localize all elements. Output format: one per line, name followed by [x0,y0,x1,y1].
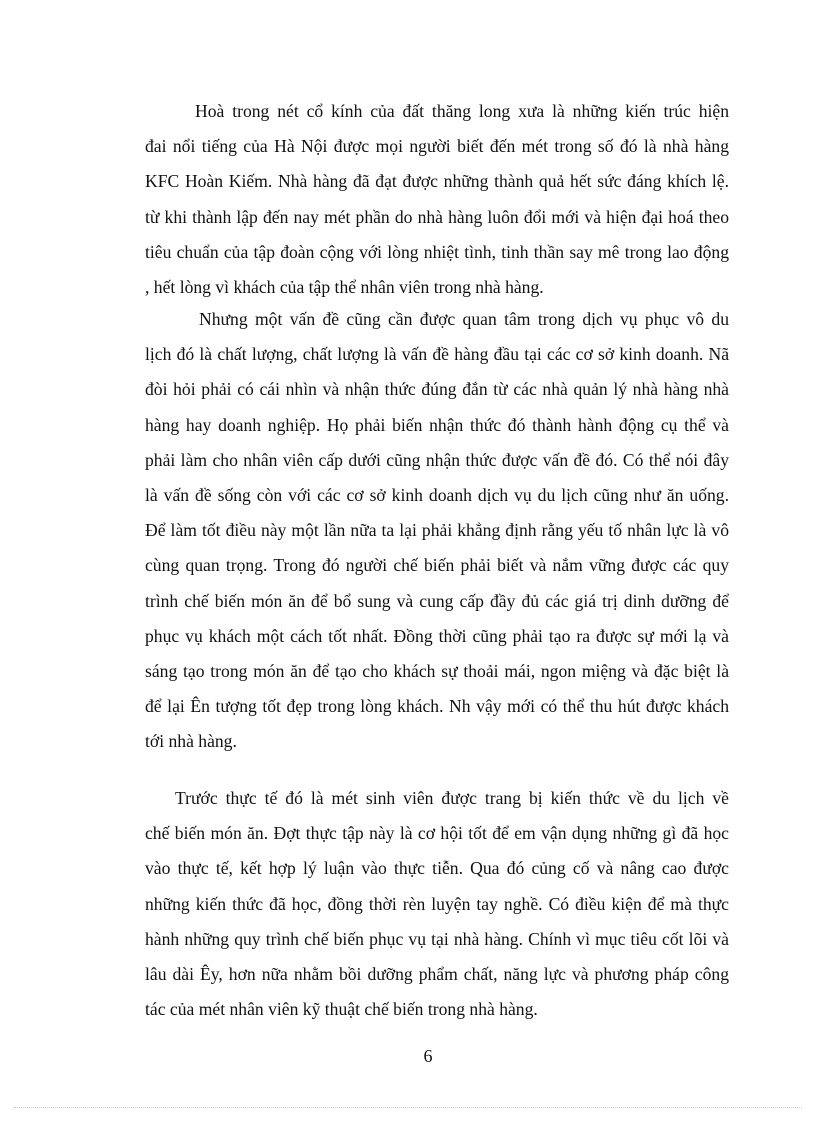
paragraph-line: đòi hỏi phải có cái nhìn và nhận thức đúng đắn từ các nhà quản lý nhà hàng nhà [145,379,729,400]
paragraph-line: phải làm cho nhân viên cấp dưới cũng nhận thức được vấn đề đó. Có thể nói đây [145,449,729,470]
paragraph-line: hàng hay doanh nghiệp. Họ phải biến nhận thức đó thành hành động cụ thể và [145,414,729,435]
page-number: 6 [423,1046,433,1066]
paragraph-line: tới nhà hàng. [145,731,237,752]
paragraph-line: là vấn đề sống còn với các cơ sở kinh doanh dịch vụ du lịch cũng như ăn uống. [145,484,729,505]
paragraph-line: , hết lòng vì khách của tập thể nhân viên trong nhà hàng. [145,276,544,297]
paragraph-line: vào thực tế, kết hợp lý luận vào thực tiễn. Qua đó củng cố và nâng cao được [145,858,729,879]
paragraph-line: KFC Hoàn Kiếm. Nhà hàng đã đạt được những thành quả hết sức đáng khích lệ. [145,171,729,192]
paragraph-line: chế biến món ăn. Đợt thực tập này là cơ hội tốt để em vận dụng những gì đã học [145,823,729,844]
paragraph-1 [145,94,729,305]
paragraph-line: Hoà trong nét cổ kính của đất thăng long xưa là những kiến trúc hiện [195,101,729,121]
paragraph-line: lịch đó là chất lượng, chất lượng là vấn đề hàng đầu tại các cơ sở kinh doanh. Nã [145,344,729,365]
paragraph-line: sáng tạo trong món ăn để tạo cho khách sự thoải mái, ngon miệng và đặc biệt là [145,660,729,681]
paragraph-line: tiêu chuẩn của tập đoàn cộng với lòng nhiệt tình, tinh thần say mê trong lao động [145,241,729,262]
paragraph-line: lâu dài Êy, hơn nữa nhằm bồi dưỡng phẩm chất, năng lực và phương pháp công [145,963,729,984]
paragraph-line: phục vụ khách một cách tốt nhất. Đồng thời cũng phải tạo ra được sự mới lạ và [145,625,729,646]
paragraph-2 [145,302,729,759]
paragraph-line: hành những quy trình chế biến phục vụ tại nhà hàng. Chính vì mục tiêu cốt lõi và [145,928,729,949]
paragraph-line: để lại Ên tượng tốt đẹp trong lòng khách. Nh vậy mới có thể thu hút được khách [145,696,729,717]
paragraph-line: những kiến thức đã học, đồng thời rèn luyện tay nghề. Có điều kiện để mà thực [145,893,729,914]
paragraph-line: trình chế biến món ăn để bổ sung và cung cấp đầy đủ các giá trị dinh dưỡng để [145,590,729,611]
paragraph-3 [145,781,729,1027]
paragraph-line: Trước thực tế đó là mét sinh viên được trang bị kiến thức về du lịch về [175,788,729,808]
page-bottom-divider [14,1107,802,1108]
paragraph-line: tác của mét nhân viên kỹ thuật chế biến trong nhà hàng. [145,999,538,1020]
paragraph-line: cùng quan trọng. Trong đó người chế biến phải biết và nắm vững được các quy [145,555,729,576]
paragraph-line: từ khi thành lập đến nay mét phần do nhà hàng luôn đổi mới và hiện đại hoá theo [145,206,729,227]
paragraph-line: Để làm tốt điều này một lần nữa ta lại phải khẳng định rằng yếu tố nhân lực là vô [145,520,729,541]
paragraph-line: Nhưng một vấn đề cũng cần được quan tâm trong dịch vụ phục vô du [199,309,729,329]
paragraph-line: đai nổi tiếng của Hà Nội được mọi người biết đến mét trong số đó là nhà hàng [145,136,729,157]
